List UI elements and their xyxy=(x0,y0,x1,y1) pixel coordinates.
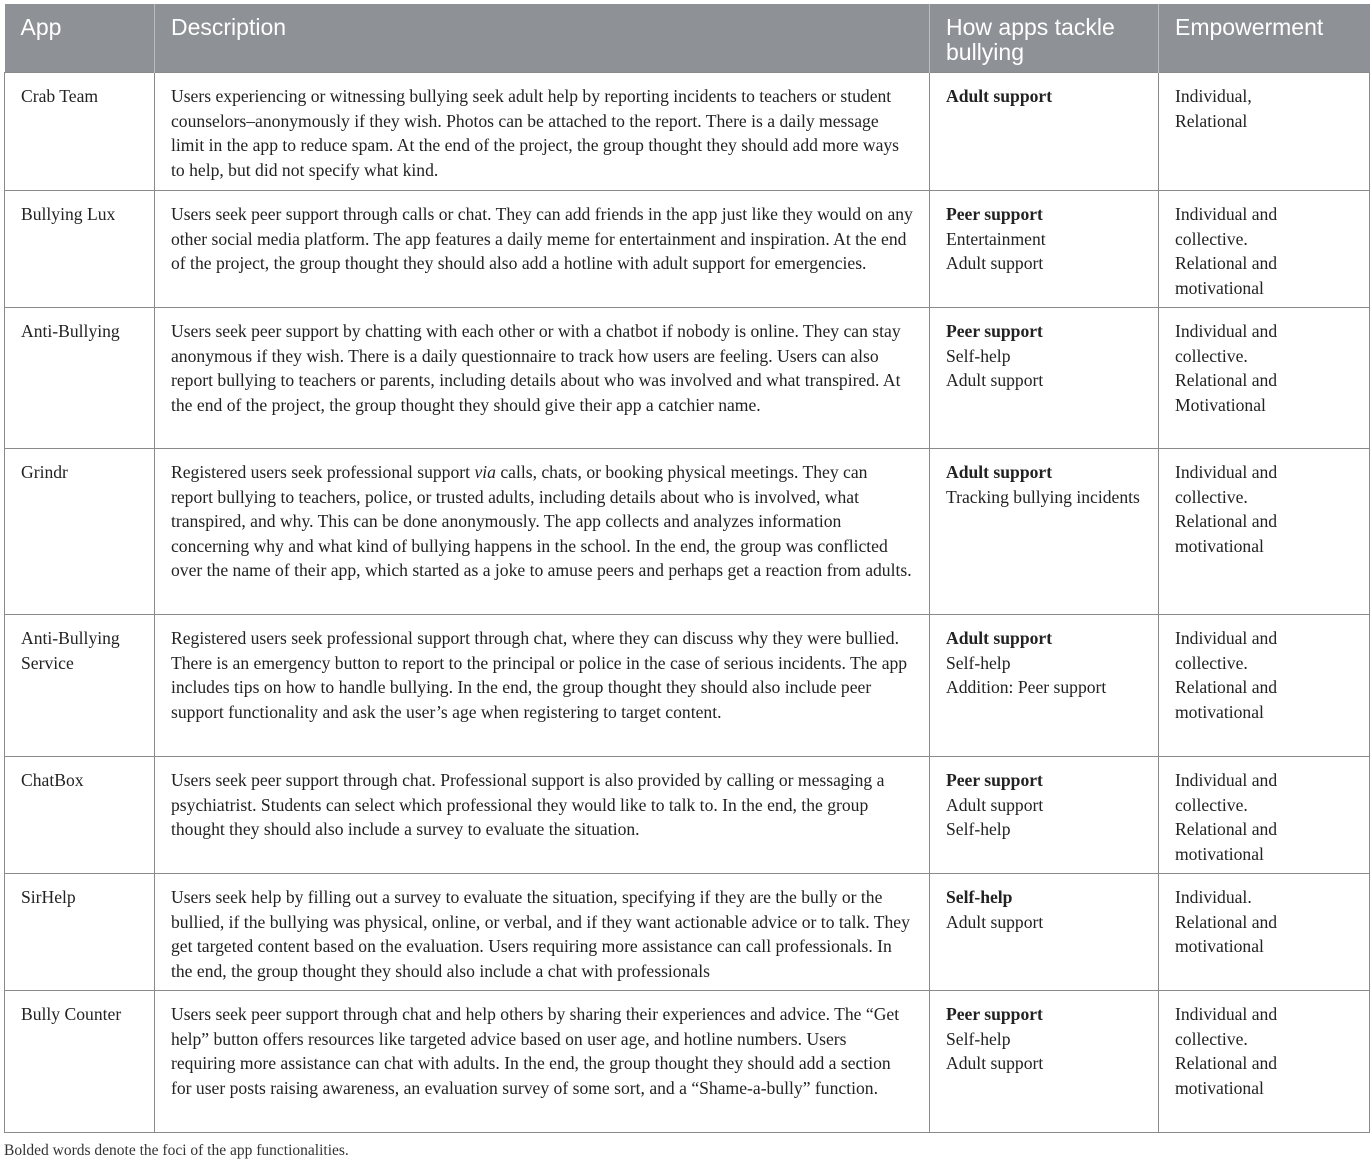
header-how-apps-tackle-bullying: How apps tackle bullying xyxy=(930,4,1159,73)
table-row xyxy=(5,757,1370,874)
empowerment-line: Relational and motivational xyxy=(1175,819,1278,864)
header-app: App xyxy=(5,4,155,73)
focus-method: Peer support xyxy=(946,204,1043,224)
focus-method: Self-help xyxy=(946,887,1013,907)
app-name: Bullying Lux xyxy=(5,191,155,308)
tackle-methods xyxy=(930,191,1159,308)
empowerment-line: Relational and motivational xyxy=(1175,511,1278,556)
empowerment-line: Relational and motivational xyxy=(1175,677,1278,722)
empowerment xyxy=(1159,874,1370,991)
other-method: Self-help xyxy=(946,652,1011,673)
other-method: Adult support xyxy=(946,794,1044,815)
tackle-methods xyxy=(930,991,1159,1133)
empowerment-line: Individual and collective. xyxy=(1175,321,1278,366)
app-name: Anti-Bullying Service xyxy=(5,615,155,757)
empowerment-line: Individual, xyxy=(1175,86,1252,106)
empowerment xyxy=(1159,449,1370,615)
focus-method: Peer support xyxy=(946,321,1043,341)
empowerment xyxy=(1159,191,1370,308)
other-method: Addition: Peer support xyxy=(946,677,1107,697)
header-description: Description xyxy=(155,4,930,73)
tackle-methods xyxy=(930,308,1159,449)
table-footnote: Bolded words denote the foci of the app functionalities. xyxy=(4,1142,349,1159)
empowerment-line: Individual and collective. xyxy=(1175,628,1278,673)
app-description: Users seek help by filling out a survey to evaluate the situation, specifying if they are the bully or the bullied, if the bullying was physical, online, or verbal, and if they want actionable advice or to talk. They get targeted content based on the evaluation. Users requiring more assistance can call professionals. In the end, the group thought they should also include a chat with professionals xyxy=(155,874,930,991)
other-method: Adult support xyxy=(946,1053,1044,1073)
empowerment-line: Relational and motivational xyxy=(1175,911,1278,956)
empowerment-line: Individual. xyxy=(1175,887,1252,907)
app-name: SirHelp xyxy=(5,874,155,991)
other-method: Self-help xyxy=(946,345,1011,366)
focus-method: Adult support xyxy=(946,462,1053,482)
description-emphasis: via xyxy=(474,462,496,482)
tackle-methods xyxy=(930,757,1159,874)
header-empowerment: Empowerment xyxy=(1159,4,1370,73)
description-text: calls, chats, or booking physical meetings. They can report bullying to teachers, police, or trusted adults, including details about who is involved, what transpired, and why. This can be done anonymously. The app collects and analyzes information concerning why and what kind of bullying happens in the school. In the end, the group was conflicted over the name of their app, which started as a joke to amuse peers and perhaps get a reaction from adults. xyxy=(171,462,912,580)
header-row xyxy=(5,4,1370,73)
tackle-methods xyxy=(930,73,1159,191)
other-method: Tracking bullying incidents xyxy=(946,486,1140,507)
other-method: Self-help xyxy=(946,1028,1011,1049)
app-name: Grindr xyxy=(5,449,155,615)
empowerment xyxy=(1159,308,1370,449)
tackle-methods xyxy=(930,874,1159,991)
empowerment xyxy=(1159,991,1370,1133)
description-text: Registered users seek professional support xyxy=(171,462,475,482)
empowerment-line: Relational and motivational xyxy=(1175,253,1278,298)
empowerment xyxy=(1159,615,1370,757)
app-name: ChatBox xyxy=(5,757,155,874)
other-method: Entertainment xyxy=(946,228,1046,249)
empowerment-line: Individual and collective. xyxy=(1175,462,1278,507)
table-row xyxy=(5,191,1370,308)
empowerment-line: Individual and collective. xyxy=(1175,204,1278,249)
apps-table xyxy=(4,4,1370,1133)
other-method: Adult support xyxy=(946,911,1044,932)
app-name: Crab Team xyxy=(5,73,155,191)
focus-method: Adult support xyxy=(946,86,1053,106)
other-method: Adult support xyxy=(946,253,1044,273)
empowerment-line: Individual and collective. xyxy=(1175,770,1278,815)
app-name: Anti-Bullying xyxy=(5,308,155,449)
empowerment xyxy=(1159,757,1370,874)
focus-method: Peer support xyxy=(946,1004,1043,1024)
empowerment-line: Relational and Motivational xyxy=(1175,370,1278,415)
other-method: Self-help xyxy=(946,819,1011,839)
app-description: Users seek peer support through calls or chat. They can add friends in the app just like they would on any other social media platform. The app features a daily meme for entertainment and inspiration. At the end of the project, the group thought they should also add a hotline with adult support for emergencies. xyxy=(155,191,930,308)
app-description: Users seek peer support through chat and help others by sharing their experiences and advice. The “Get help” button offers resources like targeted advice based on user age, and hotline numbers. Users requiring more assistance can chat with adults. In the end, the group thought they should add a section for user posts raising awareness, an evaluation survey of some sort, and a “Shame-a-bully” function. xyxy=(155,991,930,1133)
table-row xyxy=(5,991,1370,1133)
tackle-methods xyxy=(930,615,1159,757)
app-description: Users seek peer support through chat. Professional support is also provided by calling or messaging a psychiatrist. Students can select which professional they would like to talk to. In the end, the group thought they should also include a survey to evaluate the situation. xyxy=(155,757,930,874)
empowerment xyxy=(1159,73,1370,191)
app-name: Bully Counter xyxy=(5,991,155,1133)
focus-method: Adult support xyxy=(946,628,1053,648)
app-description: Users seek peer support by chatting with each other or with a chatbot if nobody is online. They can stay anonymous if they wish. There is a daily questionnaire to track how users are feeling. Users can also report bullying to teachers or parents, including details about who was involved and what transpired. At the end of the project, the group thought they should give their app a catchier name. xyxy=(155,308,930,449)
focus-method: Peer support xyxy=(946,770,1043,790)
table-row xyxy=(5,874,1370,991)
table-row xyxy=(5,308,1370,449)
app-description xyxy=(155,449,930,615)
empowerment-line: Relational xyxy=(1175,110,1248,131)
app-description: Registered users seek professional support through chat, where they can discuss why they were bullied. There is an emergency button to report to the principal or police in the case of serious incidents. The app includes tips on how to handle bullying. In the end, the group thought they should also include peer support functionality and ask the user’s age when registering to target content. xyxy=(155,615,930,757)
empowerment-line: Individual and collective. xyxy=(1175,1004,1278,1049)
table-row xyxy=(5,73,1370,191)
empowerment-line: Relational and motivational xyxy=(1175,1053,1278,1098)
table-row xyxy=(5,449,1370,615)
table-row xyxy=(5,615,1370,757)
tackle-methods xyxy=(930,449,1159,615)
app-description: Users experiencing or witnessing bullying seek adult help by reporting incidents to teachers or student counselors–anonymously if they wish. Photos can be attached to the report. There is a daily message limit in the app to reduce spam. At the end of the project, the group thought they should add more ways to help, but did not specify what kind. xyxy=(155,73,930,191)
other-method: Adult support xyxy=(946,370,1044,390)
